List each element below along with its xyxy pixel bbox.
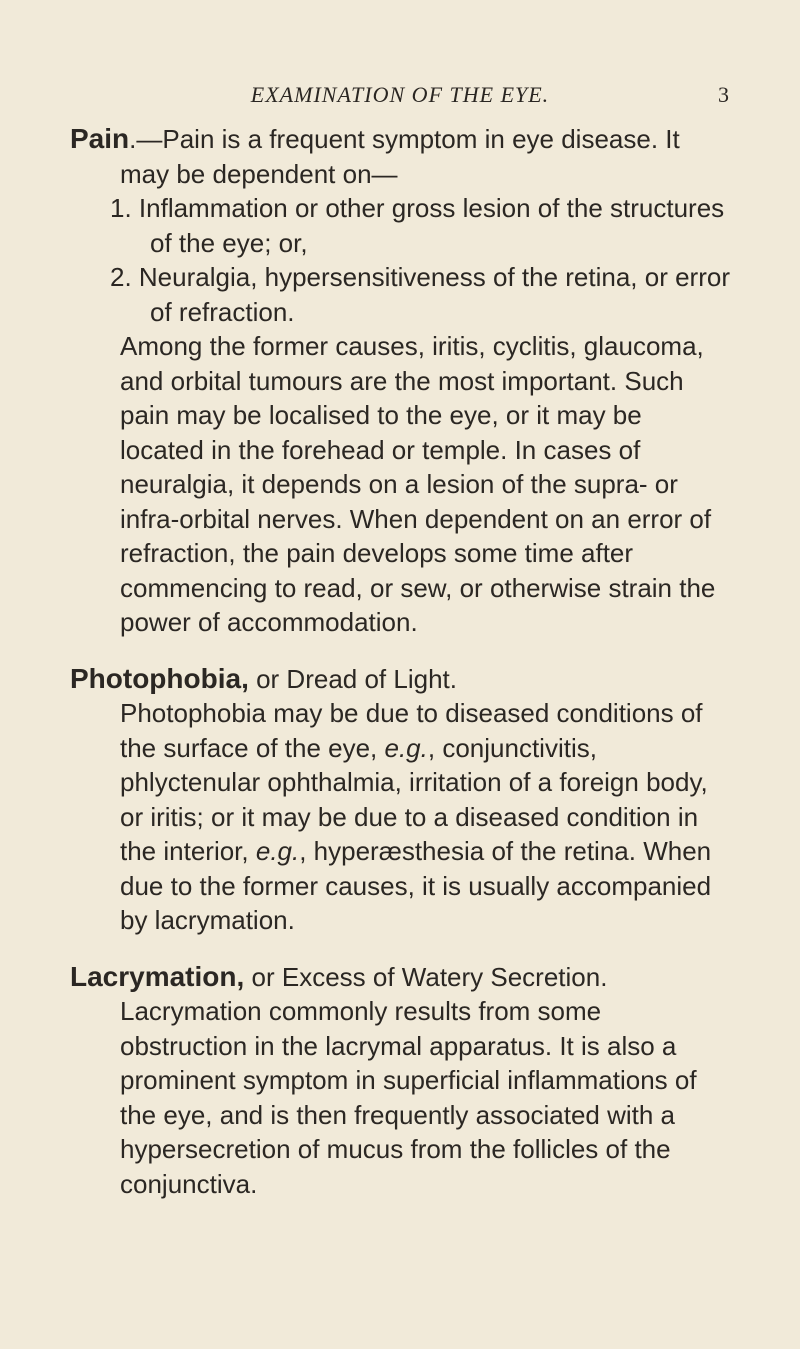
pain-body-paragraph: Among the former causes, iritis, cyclitis, glaucoma, and orbital tumours are the most important. Such pain may be localised to the eye, or it may be located in the forehead or temple. In cases of neuralgia, it depends on a lesion of the supra- or infra-orbital nerves. When dependent on an error of refraction, the pain develops some time after commencing to read, or sew, or otherwise strain the power of accommodation. [120,331,716,637]
photophobia-heading: Photophobia, [70,662,249,694]
pain-heading: Pain [70,123,130,154]
running-head [70,82,730,106]
section-lacrymation [70,960,730,1202]
photophobia-body-part: Photophobia may be due to diseased conditions of the surface of the eye, [120,698,703,763]
pain-intro-paragraph [70,122,730,191]
photophobia-subtitle: or Dread of Light. [248,663,457,694]
photophobia-body-part: , conjunctivitis, phlyctenular ophthalmia, irritation of a foreign body, or iritis; or it may be due to a diseased condition in the interior, [120,732,708,866]
running-head-title: EXAMINATION OF THE EYE. [250,82,550,107]
pain-item-1: 1. Inflammation or other gross lesion of the structures of the eye; or, [110,193,725,258]
lacrymation-subtitle: or Excess of Watery Secretion. [244,961,608,992]
section-pain [70,122,730,640]
pain-intro-text: .—Pain is a frequent symptom in eye disease. It may be dependent on— [120,124,680,189]
page [0,82,800,1349]
photophobia-body-paragraph [70,696,730,938]
section-photophobia [70,662,730,938]
page-number: 3 [718,82,730,107]
photophobia-body-part: , hyperæsthesia of the retina. When due to the former causes, it is usually accompanied by lacrymation. [120,836,712,935]
photophobia-eg: e.g. [384,732,428,763]
body-text [70,122,730,1201]
lacrymation-heading: Lacrymation, [70,960,245,992]
photophobia-heading-line [70,662,730,697]
lacrymation-body-paragraph: Lacrymation commonly results from some obstruction in the lacrymal apparatus. It is also a prominent symptom in superficial inflammations of the eye, and is then frequently associated with a hypersecretion of mucus from the follicles of the conjunctiva. [120,996,697,1199]
lacrymation-heading-line [70,960,730,995]
photophobia-eg: e.g. [255,836,300,866]
pain-item-2: 2. Neuralgia, hypersensitiveness of the retina, or error of refraction. [110,262,730,327]
